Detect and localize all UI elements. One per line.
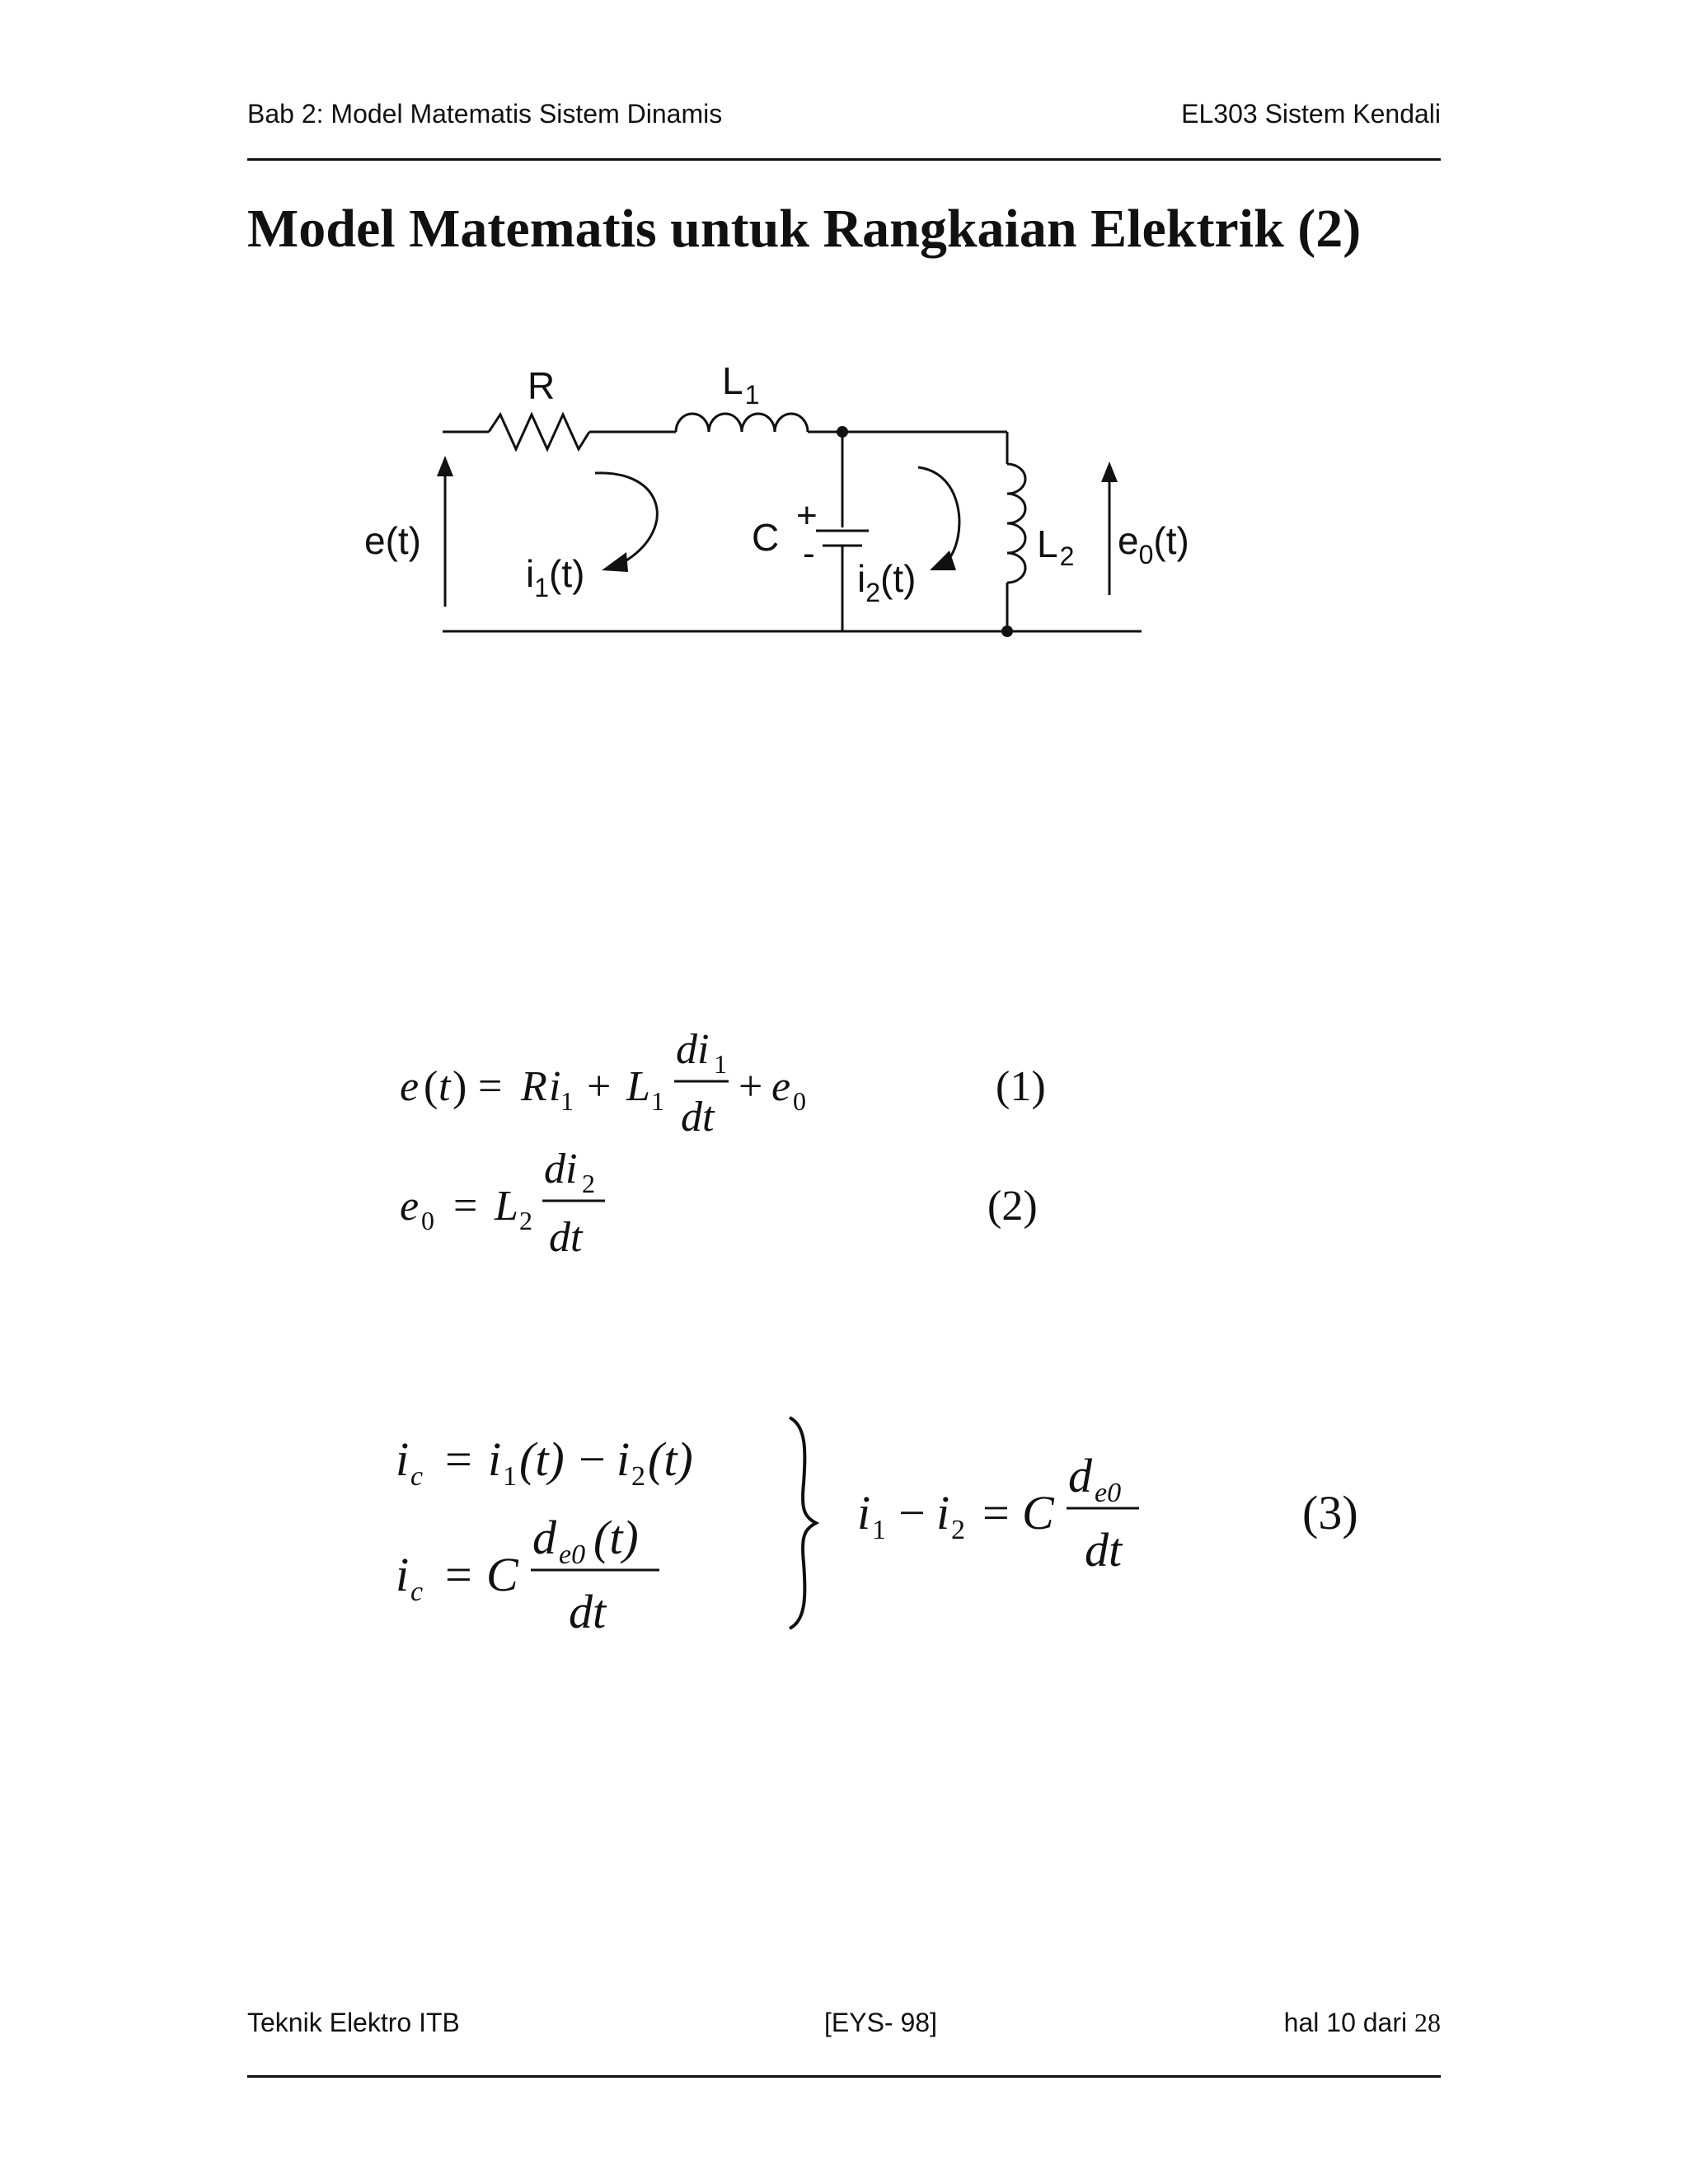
- svg-text:(t): (t): [593, 1511, 639, 1564]
- svg-text:=: =: [478, 1063, 503, 1110]
- label-c-minus: -: [803, 533, 815, 574]
- svg-text:i: i: [488, 1432, 502, 1486]
- svg-text:i: i: [936, 1486, 950, 1540]
- label-r: R: [528, 364, 556, 407]
- equation-3b: [396, 1511, 639, 1638]
- header-course: EL303 Sistem Kendali: [1181, 99, 1441, 129]
- svg-text:d: d: [532, 1511, 556, 1564]
- svg-text:+: +: [587, 1063, 612, 1110]
- svg-text:C: C: [1022, 1486, 1054, 1540]
- svg-text:(t): (t): [648, 1432, 693, 1486]
- svg-text:1: 1: [714, 1049, 727, 1079]
- footer-institution: Teknik Elektro ITB: [247, 2008, 460, 2037]
- page-title: Model Matematis untuk Rangkaian Elektrik (2): [247, 199, 1362, 259]
- svg-text:=: =: [445, 1548, 472, 1601]
- svg-text:(1): (1): [996, 1063, 1046, 1110]
- svg-text:dt: dt: [681, 1094, 715, 1141]
- label-i1: $i_1(t)$: [526, 552, 585, 602]
- footer-page-prefix: hal 10 dari: [1283, 2008, 1414, 2037]
- svg-text:1: 1: [560, 1086, 574, 1116]
- svg-text:di: di: [676, 1026, 710, 1073]
- svg-text:(t): (t): [519, 1432, 565, 1486]
- svg-text:dt: dt: [1085, 1523, 1123, 1577]
- footer-page-number: [1284, 2008, 1441, 2038]
- svg-text:2: 2: [951, 1515, 965, 1545]
- svg-text:R: R: [521, 1063, 547, 1110]
- svg-text:): ): [452, 1063, 467, 1110]
- svg-text:0: 0: [793, 1086, 806, 1116]
- svg-text:dt: dt: [549, 1214, 583, 1261]
- svg-text:1: 1: [503, 1461, 517, 1492]
- svg-text:e0: e0: [1095, 1478, 1122, 1508]
- svg-text:=: =: [445, 1432, 472, 1486]
- footer-rule: [247, 2075, 1441, 2078]
- svg-text:d: d: [1068, 1449, 1092, 1502]
- svg-text:0: 0: [421, 1206, 434, 1235]
- equation-3c: [857, 1449, 1358, 1577]
- svg-text:=: =: [453, 1183, 478, 1230]
- svg-text:+: +: [738, 1063, 763, 1110]
- svg-text:=: =: [982, 1486, 1010, 1540]
- svg-text:L: L: [626, 1063, 650, 1110]
- svg-text:(3): (3): [1302, 1486, 1358, 1540]
- svg-text:1: 1: [872, 1515, 886, 1545]
- footer-page-total: 28: [1414, 2008, 1441, 2037]
- svg-text:e: e: [771, 1063, 791, 1110]
- svg-text:e: e: [400, 1183, 420, 1230]
- svg-text:i: i: [396, 1548, 410, 1601]
- svg-text:i: i: [617, 1432, 631, 1486]
- svg-text:−: −: [579, 1432, 606, 1486]
- header-chapter: Bab 2: Model Matematis Sistem Dinamis: [247, 99, 723, 129]
- svg-text:2: 2: [631, 1461, 645, 1492]
- label-e0: $e_0(t)$: [1118, 519, 1189, 569]
- svg-text:dt: dt: [569, 1585, 607, 1638]
- svg-text:t: t: [438, 1063, 451, 1110]
- label-i2: $i_2(t)$: [857, 557, 917, 607]
- footer-reference: [EYS- 98]: [824, 2008, 937, 2037]
- svg-text:i: i: [857, 1486, 871, 1540]
- svg-text:L: L: [495, 1183, 518, 1230]
- svg-text:e: e: [400, 1063, 420, 1110]
- svg-text:di: di: [544, 1146, 578, 1193]
- svg-text:c: c: [410, 1577, 424, 1607]
- label-l1: $L_1$: [722, 359, 760, 410]
- equation-3a: [396, 1432, 693, 1492]
- label-e-t: e(t): [364, 519, 421, 562]
- svg-text:1: 1: [651, 1086, 664, 1116]
- svg-text:2: 2: [582, 1169, 595, 1198]
- svg-text:e0: e0: [559, 1540, 586, 1570]
- svg-text:i: i: [396, 1432, 410, 1486]
- svg-text:i: i: [549, 1063, 561, 1110]
- label-l2: $L_2$: [1037, 523, 1075, 571]
- svg-text:−: −: [898, 1486, 926, 1540]
- label-c: C: [752, 516, 780, 559]
- svg-text:(: (: [424, 1063, 438, 1110]
- label-c-plus: +: [796, 495, 818, 536]
- svg-text:C: C: [486, 1548, 518, 1601]
- svg-text:2: 2: [519, 1206, 532, 1235]
- equation-brace: [790, 1418, 816, 1629]
- svg-text:c: c: [410, 1461, 424, 1492]
- svg-text:(2): (2): [987, 1183, 1038, 1230]
